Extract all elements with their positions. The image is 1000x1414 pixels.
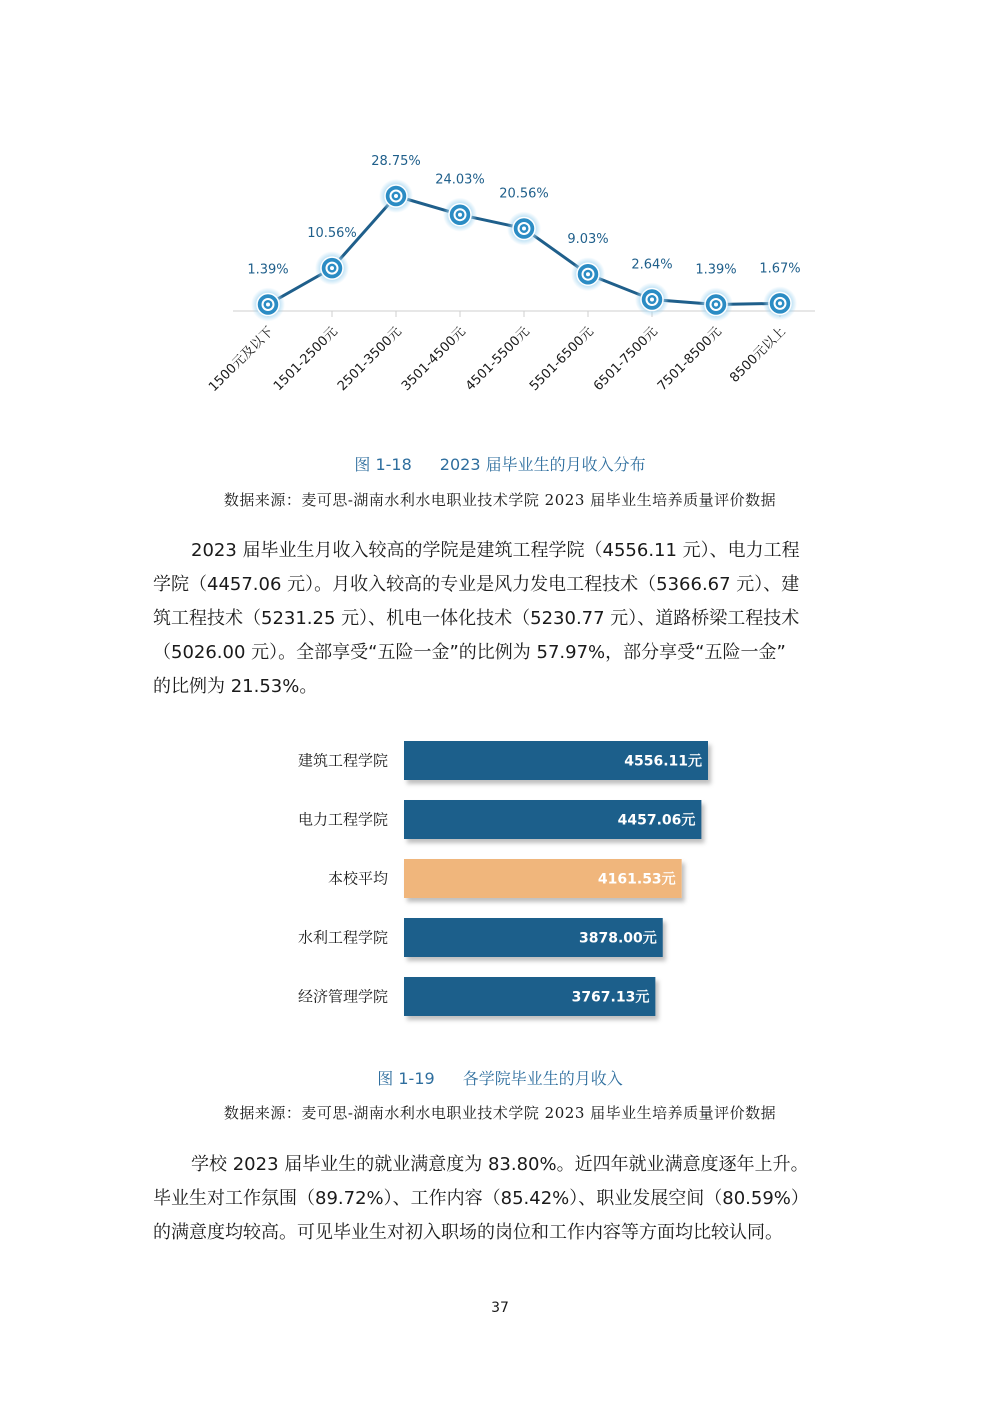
figure-1-18-source: 数据来源：麦可思-湖南水利水电职业技术学院 2023 届毕业生培养质量评价数据 [223, 491, 777, 509]
paragraph-line: 2023 届毕业生月收入较高的学院是建筑工程学院（4556.11 元）、电力工程 [191, 540, 800, 561]
category-label: 5501-6500元 [526, 324, 597, 395]
figure-1-18-caption [0, 452, 1000, 475]
category-label: 6501-7500元 [590, 324, 661, 395]
bar-row [298, 741, 708, 780]
category-label: 本校平均 [327, 869, 388, 888]
data-point [571, 257, 605, 291]
figure-1-19-caption [0, 1066, 1000, 1089]
data-point [699, 287, 733, 321]
bar-row [298, 918, 663, 957]
figure-1-18-title: 2023 届毕业生的月收入分布 [439, 455, 646, 474]
data-point [315, 251, 349, 285]
data-label: 24.03% [435, 172, 485, 188]
bar-value-label: 3878.00元 [578, 930, 657, 947]
data-point [251, 287, 285, 321]
data-point [635, 283, 669, 317]
data-point [443, 198, 477, 232]
paragraph-line: 的比例为 21.53%。 [153, 676, 318, 697]
paragraph-line: 的满意度均较高。可见毕业生对初入职场的岗位和工作内容等方面均比较认同。 [153, 1222, 783, 1243]
category-label: 8500元以上 [727, 324, 789, 386]
data-label: 10.56% [307, 226, 357, 242]
data-point [507, 211, 541, 245]
figure-1-18-number: 图 1-18 [354, 455, 412, 474]
data-label: 28.75% [371, 154, 421, 169]
data-label: 20.56% [499, 186, 549, 202]
bar-value-label: 3767.13元 [571, 989, 650, 1006]
figure-1-19-source: 数据来源：麦可思-湖南水利水电职业技术学院 2023 届毕业生培养质量评价数据 [223, 1104, 777, 1122]
category-label: 1501-2500元 [270, 324, 341, 395]
paragraph-line: （5026.00 元）。全部享受“五险一金”的比例为 57.97%，部分享受“五险一金” [153, 642, 786, 663]
monthly-income-distribution-chart [0, 0, 1000, 440]
category-label: 7501-8500元 [654, 324, 725, 395]
paragraph-line: 毕业生对工作氛围（89.72%）、工作内容（85.42%）、职业发展空间（80.59%） [153, 1188, 809, 1209]
category-label: 3501-4500元 [398, 324, 469, 395]
data-label: 1.39% [247, 262, 289, 278]
data-label: 1.39% [695, 262, 737, 278]
bar-row [298, 977, 655, 1016]
paragraph-line: 筑工程技术（5231.25 元）、机电一体化技术（5230.77 元）、道路桥梁工程技术 [153, 608, 800, 629]
paragraph-line: 学院（4457.06 元）。月收入较高的专业是风力发电工程技术（5366.67 元）、建 [153, 574, 800, 595]
data-label: 9.03% [567, 232, 609, 248]
figure-1-19-number: 图 1-19 [377, 1069, 435, 1088]
paragraph-income-by-college [153, 534, 853, 704]
bar-row [328, 859, 682, 898]
bar-value-label: 4457.06元 [617, 812, 696, 829]
paragraph-line: 学校 2023 届毕业生的就业满意度为 83.80%。近四年就业满意度逐年上升。 [191, 1154, 809, 1175]
category-label: 4501-5500元 [462, 324, 533, 395]
category-label: 1500元及以下 [206, 324, 277, 395]
data-point [763, 286, 797, 320]
page-number: 37 [491, 1300, 509, 1316]
bar-row [298, 800, 701, 839]
bar-value-label: 4161.53元 [597, 871, 676, 888]
data-point [379, 179, 413, 213]
paragraph-employment-satisfaction [153, 1148, 853, 1250]
data-label: 1.67% [759, 261, 801, 277]
category-label: 水利工程学院 [297, 928, 388, 947]
category-label: 建筑工程学院 [297, 751, 388, 770]
figure-1-19-title: 各学院毕业生的月收入 [462, 1069, 623, 1088]
category-label: 经济管理学院 [297, 987, 388, 1006]
data-label: 2.64% [631, 257, 673, 273]
college-monthly-income-chart [0, 725, 1000, 1035]
category-label: 电力工程学院 [297, 810, 388, 829]
category-label: 2501-3500元 [334, 324, 405, 395]
bar-value-label: 4556.11元 [624, 753, 702, 770]
